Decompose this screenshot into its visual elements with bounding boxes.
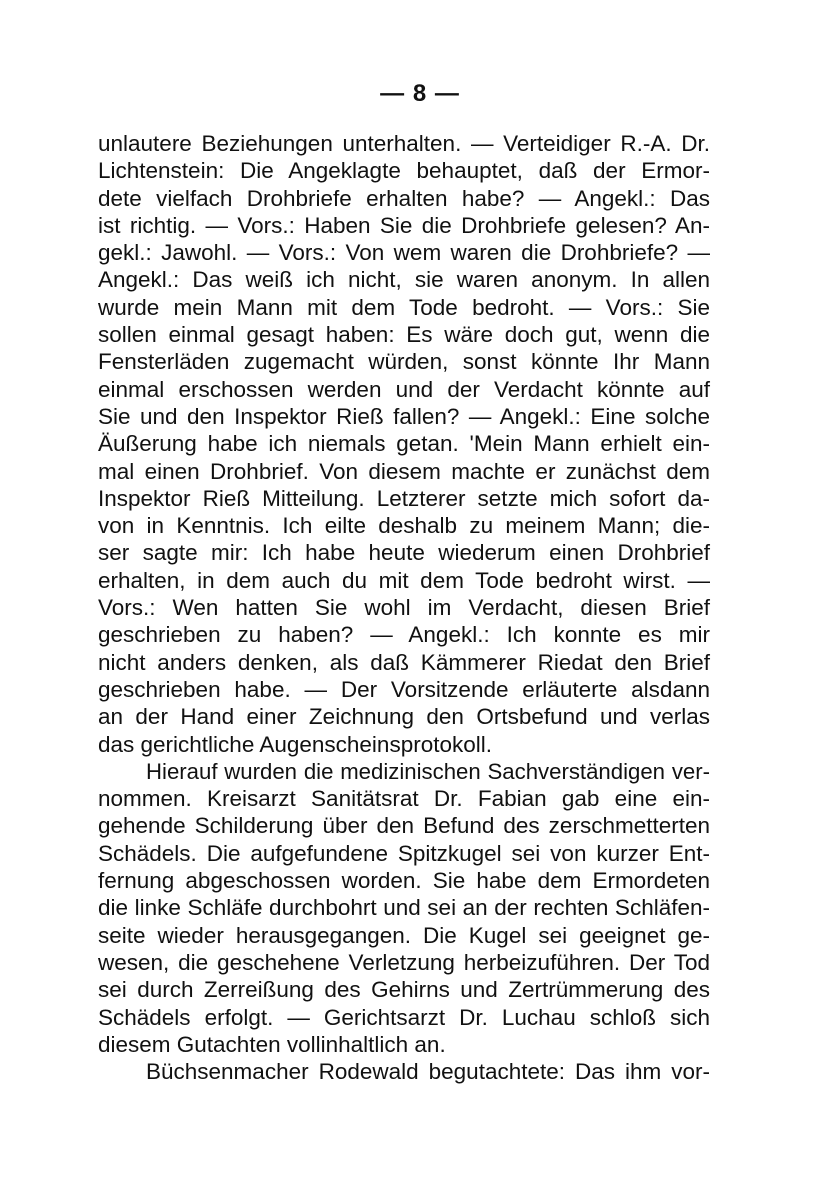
text-line: Äußerung habe ich niemals getan. 'Mein Mann erhielt ein- [98, 431, 710, 457]
text-line: Inspektor Rieß Mitteilung. Letzterer setzte mich sofort da- [98, 485, 710, 511]
text-line: sollen einmal gesagt haben: Es wäre doch gut, wenn die [98, 322, 710, 348]
text-line: fernung abgeschossen worden. Sie habe dem Ermordeten [98, 868, 710, 894]
text-line: Lichtenstein: Die Angeklagte behauptet, daß der Ermor- [98, 158, 710, 184]
paragraph-end-line: das gerichtliche Augenscheinsprotokoll. [98, 731, 492, 757]
paragraph-start-line: Büchsenmacher Rodewald begutachtete: Das ihm vor- [146, 1059, 710, 1085]
paragraph-start-line: Hierauf wurden die medizinischen Sachverständigen ver- [146, 758, 710, 784]
text-line: seite wieder herausgegangen. Die Kugel sei geeignet ge- [98, 922, 710, 948]
text-line: wesen, die geschehene Verletzung herbeizuführen. Der Tod [98, 949, 710, 975]
text-line: einmal erschossen werden und der Verdacht könnte auf [98, 376, 710, 402]
text-line: dete vielfach Drohbriefe erhalten habe? — Angekl.: Das [98, 185, 710, 211]
text-line: geschrieben habe. — Der Vorsitzende erläuterte alsdann [98, 676, 710, 702]
text-line: unlautere Beziehungen unterhalten. — Verteidiger R.-A. Dr. [98, 131, 710, 156]
text-line: wurde mein Mann mit dem Tode bedroht. — Vors.: Sie [98, 294, 710, 320]
text-line: gehende Schilderung über den Befund des zerschmetterten [98, 813, 710, 839]
text-line: Fensterläden zugemacht würden, sonst könnte Ihr Mann [98, 349, 710, 375]
text-line: gekl.: Jawohl. — Vors.: Von wem waren die Drohbriefe? — [98, 240, 710, 266]
text-line: Schädels. Die aufgefundene Spitzkugel sei von kurzer Ent- [98, 840, 710, 866]
text-line: Schädels erfolgt. — Gerichtsarzt Dr. Luchau schloß sich [98, 1004, 710, 1030]
text-line: die linke Schläfe durchbohrt und sei an der rechten Schläfen- [98, 895, 710, 921]
text-line: von in Kenntnis. Ich eilte deshalb zu meinem Mann; die- [98, 513, 710, 539]
page-number: — 8 — [380, 80, 460, 107]
paragraph-end-line: diesem Gutachten vollinhaltlich an. [98, 1031, 446, 1057]
text-line: mal einen Drohbrief. Von diesem machte er zunächst dem [98, 458, 710, 484]
text-line: Angekl.: Das weiß ich nicht, sie waren anonym. In allen [98, 267, 710, 293]
text-line: Vors.: Wen hatten Sie wohl im Verdacht, diesen Brief [98, 595, 710, 621]
body-text [98, 130, 710, 1085]
text-line: nicht anders denken, als daß Kämmerer Riedat den Brief [98, 649, 710, 675]
text-line: erhalten, in dem auch du mit dem Tode bedroht wirst. — [98, 567, 710, 593]
text-line: sei durch Zerreißung des Gehirns und Zertrümmerung des [98, 977, 710, 1003]
text-line: geschrieben zu haben? — Angekl.: Ich konnte es mir [98, 622, 710, 648]
text-line: ser sagte mir: Ich habe heute wiederum einen Drohbrief [98, 540, 710, 566]
text-line: an der Hand einer Zeichnung den Ortsbefund und verlas [98, 704, 710, 730]
text-line: nommen. Kreisarzt Sanitätsrat Dr. Fabian gab eine ein- [98, 786, 710, 812]
text-line: Sie und den Inspektor Rieß fallen? — Angekl.: Eine solche [98, 403, 710, 429]
text-line: ist richtig. — Vors.: Haben Sie die Drohbriefe gelesen? An- [98, 212, 710, 238]
